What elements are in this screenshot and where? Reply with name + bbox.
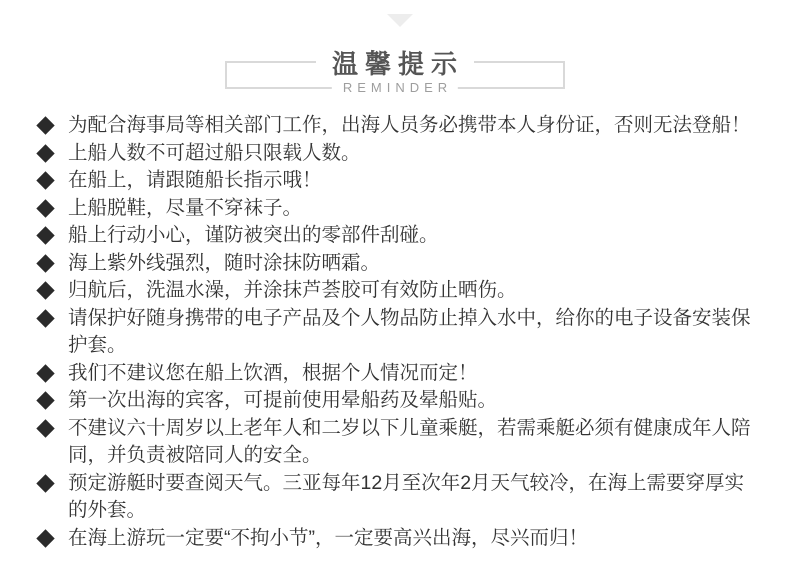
diamond-bullet-icon	[36, 226, 54, 244]
reminder-list	[38, 112, 762, 552]
list-item	[38, 387, 762, 415]
list-item	[38, 195, 762, 223]
list-item-text: 请保护好随身携带的电子产品及个人物品防止掉入水中，给你的电子设备安装保护套。	[68, 306, 751, 356]
diamond-bullet-icon	[36, 364, 54, 382]
diamond-bullet-icon	[36, 171, 54, 189]
diamond-bullet-icon	[36, 309, 54, 327]
list-item-text: 预定游艇时要查阅天气。三亚每年12月至次年2月天气较冷，在海上需要穿厚实的外套。	[68, 471, 745, 521]
list-item	[38, 140, 762, 168]
list-item-text: 归航后，洗温水澡，并涂抹芦荟胶可有效防止晒伤。	[68, 279, 517, 301]
list-item-text: 在船上，请跟随船长指示哦！	[68, 169, 322, 191]
title-box	[225, 48, 565, 95]
list-item	[38, 277, 762, 305]
list-item-text: 海上紫外线强烈，随时涂抹防晒霜。	[68, 251, 381, 274]
list-item	[38, 222, 762, 250]
page-subtitle: REMINDER	[332, 80, 458, 95]
list-item	[38, 305, 762, 360]
list-item-text: 上船人数不可超过船只限载人数。	[68, 141, 361, 164]
list-item-text: 为配合海事局等相关部门工作，出海人员务必携带本人身份证，否则无法登船！	[68, 114, 751, 136]
list-item-text: 不建议六十周岁以上老年人和二岁以下儿童乘艇，若需乘艇必须有健康成年人陪同，并负责被陪同人的安全。	[68, 416, 751, 466]
diamond-bullet-icon	[36, 116, 54, 134]
diamond-bullet-icon	[36, 419, 54, 437]
diamond-bullet-icon	[36, 144, 54, 162]
list-item-text: 第一次出海的宾客，可提前使用晕船药及晕船贴。	[68, 389, 498, 411]
diamond-bullet-icon	[36, 474, 54, 492]
page-title: 温馨提示	[316, 44, 474, 81]
diamond-bullet-icon	[36, 199, 54, 217]
list-item	[38, 415, 762, 470]
list-item	[38, 112, 762, 140]
diamond-bullet-icon	[36, 254, 54, 272]
list-item	[38, 360, 762, 388]
chevron-down-icon	[387, 14, 413, 27]
diamond-bullet-icon	[36, 391, 54, 409]
list-item-text: 上船脱鞋，尽量不穿袜子。	[68, 196, 303, 219]
diamond-bullet-icon	[36, 281, 54, 299]
list-item	[38, 525, 762, 553]
list-item	[38, 250, 762, 278]
list-item-text: 我们不建议您在船上饮酒，根据个人情况而定！	[68, 361, 478, 384]
list-item-text: 在海上游玩一定要“不拘小节”，一定要高兴出海，尽兴而归！	[68, 526, 588, 549]
list-item	[38, 470, 762, 525]
list-item	[38, 167, 762, 195]
list-item-text: 船上行动小心，谨防被突出的零部件刮碰。	[68, 224, 439, 246]
diamond-bullet-icon	[36, 529, 54, 547]
